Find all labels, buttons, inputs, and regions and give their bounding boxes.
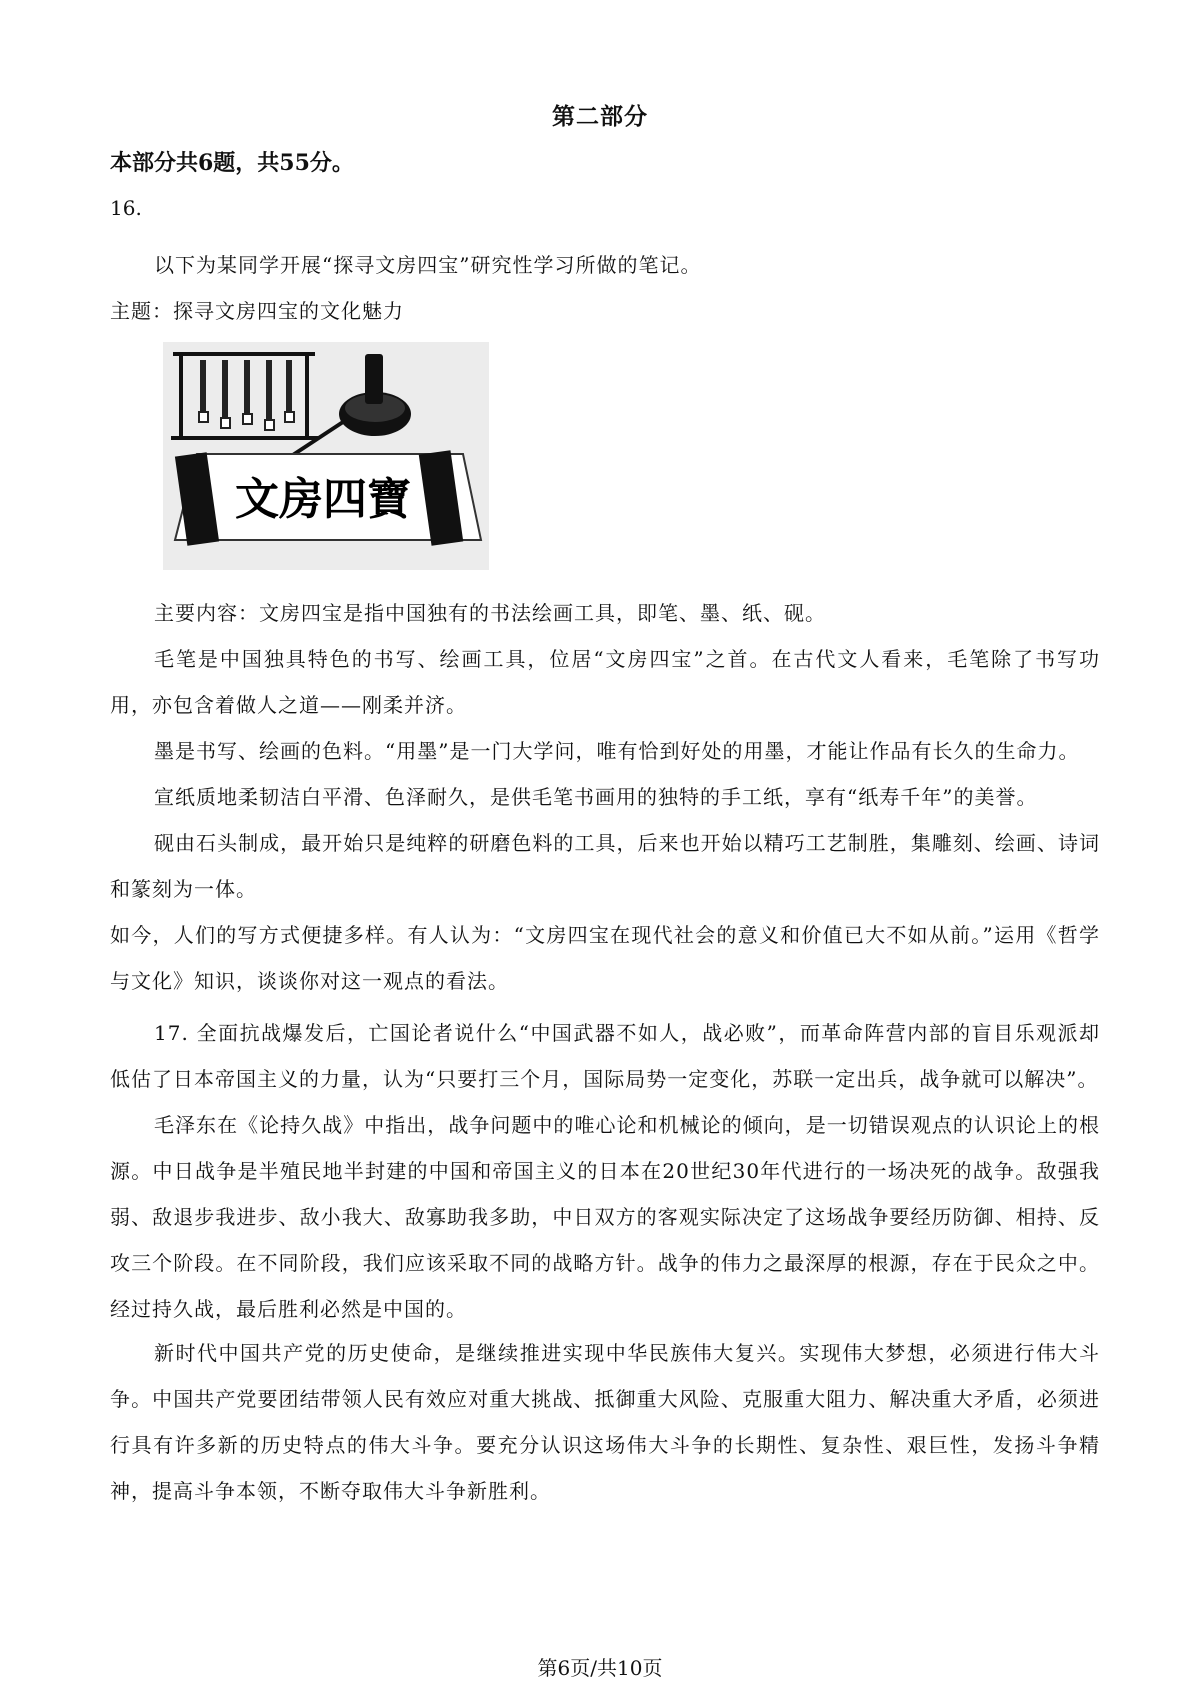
question-16-inkstone: 砚由石头制成，最开始只是纯粹的研磨色料的工具，后来也开始以精巧工艺制胜，集雕刻、绘画、诗词和篆刻为一体。 bbox=[110, 831, 1100, 901]
question-16-number: 16. bbox=[110, 196, 142, 220]
part-intro: 本部分共6题，共55分。 bbox=[110, 150, 354, 176]
question-16-main-content: 主要内容：文房四宝是指中国独有的书法绘画工具，即笔、墨、纸、砚。 bbox=[154, 601, 826, 625]
calligraphy-text: 文房四寶 bbox=[235, 474, 411, 525]
question-16-ink: 墨是书写、绘画的色料。“用墨”是一门大学问，唯有恰到好处的用墨，才能让作品有长久的生命力。 bbox=[154, 739, 1080, 763]
question-16-paper: 宣纸质地柔韧洁白平滑、色泽耐久，是供毛笔书画用的独特的手工纸，享有“纸寿千年”的美誉。 bbox=[154, 785, 1038, 809]
question-17-para-3: 新时代中国共产党的历史使命，是继续推进实现中华民族伟大复兴。实现伟大梦想，必须进行伟大斗争。中国共产党要团结带领人民有效应对重大挑战、抵御重大风险、克服重大阻力、解决重大矛盾，必须进行具有许多新的历史特点的伟大斗争。要充分认识这场伟大斗争的长期性、复杂性、艰巨性，发扬斗争精神，提高斗争本领，不断夺取伟大斗争新胜利。 bbox=[110, 1341, 1100, 1503]
four-treasures-illustration bbox=[163, 342, 489, 570]
question-17-para-1: 17. 全面抗战爆发后，亡国论者说什么“中国武器不如人，战必败”，而革命阵营内部的盲目乐观派却低估了日本帝国主义的力量，认为“只要打三个月，国际局势一定变化，苏联一定出兵，战争就可以解决”。 bbox=[110, 1021, 1100, 1091]
question-16-prompt: 如今，人们的写方式便捷多样。有人认为：“文房四宝在现代社会的意义和价值已大不如从前。”运用《哲学与文化》知识，谈谈你对这一观点的看法。 bbox=[110, 923, 1100, 993]
page-footer: 第6页/共10页 bbox=[537, 1656, 663, 1680]
question-17-para-2: 毛泽东在《论持久战》中指出，战争问题中的唯心论和机械论的倾向，是一切错误观点的认识论上的根源。中日战争是半殖民地半封建的中国和帝国主义的日本在20世纪30年代进行的一场决死的战争。敌强我弱、敌退步我进步、敌小我大、敌寡助我多助，中日双方的客观实际决定了这场战争要经历防御、相持、反攻三个阶段。在不同阶段，我们应该采取不同的战略方针。战争的伟力之最深厚的根源，存在于民众之中。经过持久战，最后胜利必然是中国的。 bbox=[110, 1113, 1100, 1321]
question-16-theme: 主题：探寻文房四宝的文化魅力 bbox=[110, 299, 404, 323]
question-16-intro: 以下为某同学开展“探寻文房四宝”研究性学习所做的笔记。 bbox=[154, 253, 702, 277]
part-title: 第二部分 bbox=[552, 103, 648, 130]
question-16-brush: 毛笔是中国独具特色的书写、绘画工具，位居“文房四宝”之首。在古代文人看来，毛笔除了书写功用，亦包含着做人之道——刚柔并济。 bbox=[110, 647, 1100, 717]
